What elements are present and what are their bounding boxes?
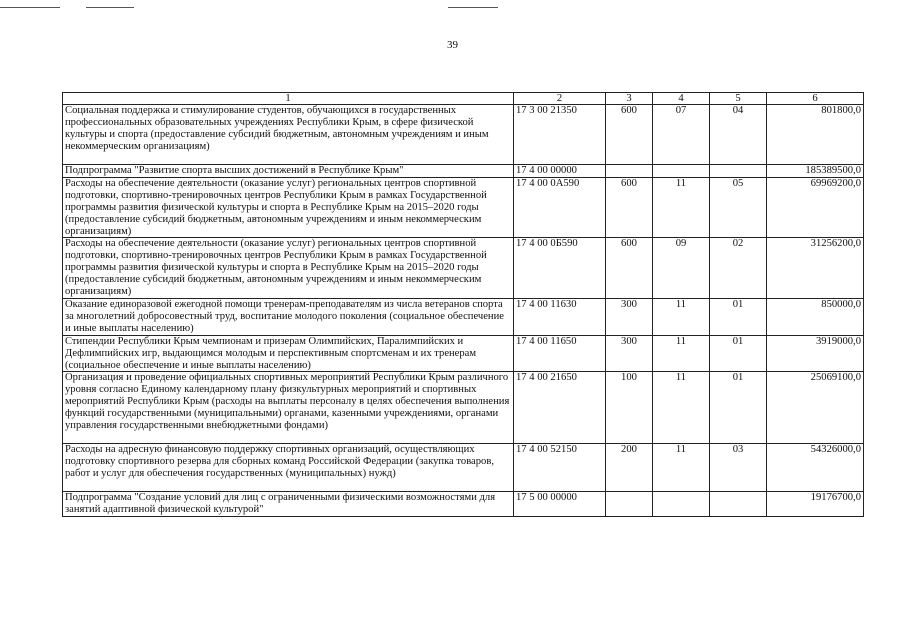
row-section: 11	[653, 444, 710, 492]
table-row	[63, 177, 864, 238]
table-row	[63, 492, 864, 517]
row-expense-type: 300	[606, 298, 653, 335]
row-subsection: 05	[710, 177, 767, 238]
row-target-code: 17 4 00 00000	[514, 165, 606, 178]
row-description: Расходы на адресную финансовую поддержку спортивных организаций, осуществляющих подготовку спортивного резерва для сборных команд Российской Федерации (закупка товаров, работ и услуг для обеспечения государственных (муниципальных) нужд)	[63, 444, 514, 492]
row-expense-type: 200	[606, 444, 653, 492]
table-row	[63, 105, 864, 165]
row-target-code: 17 4 00 11650	[514, 335, 606, 372]
table-row	[63, 335, 864, 372]
table-row	[63, 298, 864, 335]
row-description: Организация и проведение официальных спортивных мероприятий Республики Крым различного уровня согласно Единому календарному плану физкультурных мероприятий и спортивных мероприятий Республики Крым (расходы на выплаты персоналу в целях обеспечения выполнения функций государственными (муниципальными) органами, казенными учреждениями, органами управления государственными внебюджетными фондами)	[63, 372, 514, 444]
row-section	[653, 492, 710, 517]
row-subsection: 01	[710, 335, 767, 372]
row-section: 11	[653, 372, 710, 444]
column-header: 4	[653, 93, 710, 105]
row-target-code: 17 4 00 11630	[514, 298, 606, 335]
row-expense-type	[606, 492, 653, 517]
row-target-code: 17 4 00 0А590	[514, 177, 606, 238]
column-header: 5	[710, 93, 767, 105]
row-target-code: 17 5 00 00000	[514, 492, 606, 517]
row-section: 07	[653, 105, 710, 165]
column-header: 3	[606, 93, 653, 105]
row-description: Подпрограмма "Создание условий для лиц с ограниченными физическими возможностями для занятий адаптивной физической культурой"	[63, 492, 514, 517]
column-header: 2	[514, 93, 606, 105]
row-description: Оказание единоразовой ежегодной помощи тренерам-преподавателям из числа ветеранов спорта за многолетний добросовестный труд, воспитание молодого поколения (социальное обеспечение и иные выплаты населению)	[63, 298, 514, 335]
row-amount: 185389500,0	[767, 165, 864, 178]
row-target-code: 17 3 00 21350	[514, 105, 606, 165]
row-section: 11	[653, 177, 710, 238]
row-description: Расходы на обеспечение деятельности (оказание услуг) региональных центров спортивной подготовки, спортивно-тренировочных центров Республики Крым в рамках Государственной программы развития физической культуры и спорта в Республике Крым на 2015–2020 годы (предоставление субсидий бюджетным, автономным учреждениям и иным некоммерческим организациям)	[63, 177, 514, 238]
row-target-code: 17 4 00 0Б590	[514, 238, 606, 299]
row-expense-type	[606, 165, 653, 178]
row-target-code: 17 4 00 52150	[514, 444, 606, 492]
row-section: 09	[653, 238, 710, 299]
row-subsection	[710, 165, 767, 178]
row-description: Стипендии Республики Крым чемпионам и призерам Олимпийских, Паралимпийских и Дефлимпийских игр, выдающимся молодым и перспективным спортсменам и их тренерам (социальное обеспечение и иные выплаты населению)	[63, 335, 514, 372]
row-subsection	[710, 492, 767, 517]
table-row	[63, 372, 864, 444]
row-amount: 31256200,0	[767, 238, 864, 299]
row-description: Социальная поддержка и стимулирование студентов, обучающихся в государственных профессиональных образовательных учреждениях Республики Крым, в сфере физической культуры и спорта (предоставление субсидий бюджетным, автономным учреждениям и иным некоммерческим организациям)	[63, 105, 514, 165]
row-section: 11	[653, 335, 710, 372]
row-subsection: 03	[710, 444, 767, 492]
row-expense-type: 100	[606, 372, 653, 444]
row-expense-type: 600	[606, 105, 653, 165]
row-amount: 801800,0	[767, 105, 864, 165]
row-expense-type: 600	[606, 177, 653, 238]
row-subsection: 01	[710, 298, 767, 335]
table-row	[63, 238, 864, 299]
table-row	[63, 444, 864, 492]
column-header: 6	[767, 93, 864, 105]
row-description: Подпрограмма "Развитие спорта высших достижений в Республике Крым"	[63, 165, 514, 178]
row-amount: 54326000,0	[767, 444, 864, 492]
row-subsection: 01	[710, 372, 767, 444]
scan-artifact-line-right	[448, 7, 498, 8]
row-section: 11	[653, 298, 710, 335]
row-subsection: 02	[710, 238, 767, 299]
row-amount: 69969200,0	[767, 177, 864, 238]
row-subsection: 04	[710, 105, 767, 165]
table-row	[63, 165, 864, 178]
row-amount: 3919000,0	[767, 335, 864, 372]
row-description: Расходы на обеспечение деятельности (оказание услуг) региональных центров спортивной подготовки, спортивно-тренировочных центров Республики Крым в рамках Государственной программы развития физической культуры и спорта в Республике Крым на 2015–2020 годы (предоставление субсидий бюджетным, автономным учреждениям и иным некоммерческим организациям)	[63, 238, 514, 299]
scan-artifact-line-left	[0, 7, 60, 8]
row-target-code: 17 4 00 21650	[514, 372, 606, 444]
column-header: 1	[63, 93, 514, 105]
row-expense-type: 600	[606, 238, 653, 299]
scan-artifact-line-mid	[86, 7, 134, 8]
row-amount: 850000,0	[767, 298, 864, 335]
row-section	[653, 165, 710, 178]
row-expense-type: 300	[606, 335, 653, 372]
row-amount: 19176700,0	[767, 492, 864, 517]
budget-table	[62, 92, 864, 517]
table-header-row	[63, 93, 864, 105]
page-number: 39	[447, 39, 458, 51]
row-amount: 25069100,0	[767, 372, 864, 444]
